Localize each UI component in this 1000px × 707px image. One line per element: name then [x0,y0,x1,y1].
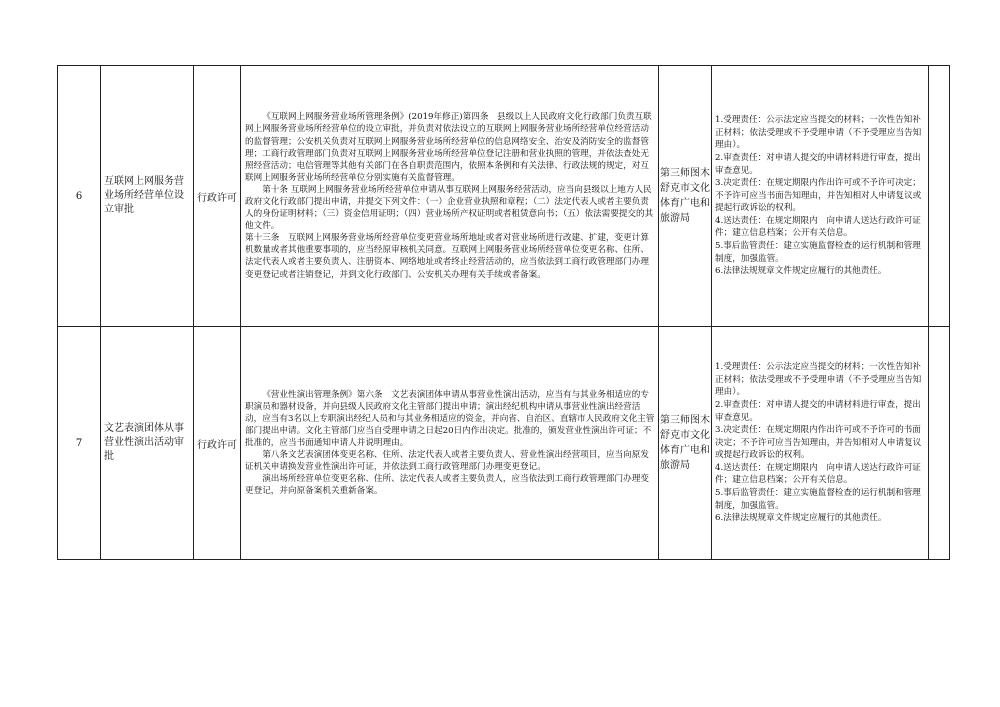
legal-basis [241,66,659,327]
basis-paragraph: 演出场所经营单位变更名称、住所、法定代表人或者主要负责人，应当依法到工商行政管理部门办理变更登记，并向原备案机关重新备案。 [245,474,649,497]
duty-item: 2.审查责任：对申请人提交的申请材料进行审查，提出审查意见。 [715,152,921,176]
responsibility-table [57,65,950,560]
duty-item: 5.事后监管责任：建立实施监督检查的运行机制和管理制度，加强监管。 [715,241,921,264]
responsibility-list [712,66,929,327]
duty-item: 3.决定责任：在规定期限内作出许可或不予许可的书面决定；不予许可应当告知理由，并告知相对人申请复议或提起行政诉讼的权利。 [715,425,922,461]
duty-item: 1.受理责任：公示法定应当提交的材料；一次性告知补正材料；依法受理或不予受理申请（不予受理应当告知理由）。 [715,115,922,151]
duty-item: 5.事后监管责任：建立实施监督检查的运行机制和管理制度，加强监管。 [715,488,921,511]
basis-paragraph: 第八条文艺表演团体变更名称、住所、法定代表人或者主要负责人、营业性演出经营项目，应当向原发证机关申请换发营业性演出许可证，并依法到工商行政管理部门办理变更登记。 [245,450,649,473]
item-type: 行政许可 [194,66,241,327]
responsibility-list [712,327,929,560]
item-name: 互联网上网服务营业场所经营单位设立审批 [101,66,194,327]
basis-paragraph: 第十三条 互联网上网服务营业场所经营单位变更营业场所地址或者对营业场所进行改建、扩建，变更计算机数量或者其他重要事项的，应当经原审核机关同意。互联网上网服务营业场所经营单位变更名称、住所、法定代表人或者主要负责人、注册资本、网络地址或者终止经营活动的，应当依法到工商行政管理部门办理变更登记或者注销登记，并到文化行政部门、公安机关办理有关手续或者备案。 [245,233,649,280]
basis-paragraph: 《营业性演出管理条例》第六条 文艺表演团体申请从事营业性演出活动，应当有与其业务相适应的专职演员和器材设备，并向县级人民政府文化主管部门提出申请；演出经纪机构申请从事营业性演出经营活动，应当有3名以上专职演出经纪人员和与其业务相适应的资金，并向省、自治区、直辖市人民政府文化主管部门提出申请。文化主管部门应当自受理申请之日起20日内作出决定。批准的，颁发营业性演出许可证；不批准的，应当书面通知申请人并说明理由。 [245,389,655,448]
basis-paragraph: 《互联网上网服务营业场所管理条例》(2019年修正)第四条 县级以上人民政府文化行政部门负责互联网上网服务营业场所经营单位的设立审批，并负责对依法设立的互联网上网服务营业场所经营单位经营活动的监督管理；公安机关负责对互联网上网服务营业场所经营单位的信息网络安全、治安及消防安全的监督管理；工商行政管理部门负责对互联网上网服务营业场所经营单位登记注册和营业执照的管理，并依法查处无照经营活动；电信管理等其他有关部门在各自职责范围内，依照本条例和有关法律、行政法规的规定，对互联网上网服务营业场所经营单位分别实施有关监督管理。 [245,112,652,183]
item-type: 行政许可 [194,327,241,560]
row-number: 7 [58,327,101,560]
duty-item: 2.审查责任：对申请人提交的申请材料进行审查，提出审查意见。 [715,399,921,423]
duty-item: 6.法律法规规章文件规定应履行的其他责任。 [715,266,887,277]
empty-cell [929,66,950,327]
empty-cell [929,327,950,560]
duty-item: 4.送达责任：在规定期限内 向申请人送达行政许可证件；建立信息档案；公开有关信息。 [715,462,921,486]
duty-item: 4.送达责任：在规定期限内 向申请人送达行政许可证件；建立信息档案；公开有关信息。 [715,215,921,239]
basis-paragraph: 第十条 互联网上网服务营业场所经营单位申请从事互联网上网服务经营活动，应当向县级以上地方人民政府文化行政部门提出申请，并提交下列文件：（一）企业营业执照和章程；（二）法定代表人或者主要负责人的身份证明材料；（三）资金信用证明；（四）营业场所产权证明或者租赁意向书；（五）依法需要提交的其他文件。 [245,184,654,232]
duty-item: 6.法律法规规章文件规定应履行的其他责任。 [715,513,887,524]
table-row [58,327,950,560]
legal-basis [241,327,659,560]
responsible-agency: 第三师图木舒克市文化体育广电和旅游局 [659,327,712,560]
item-name: 文艺表演团体从事营业性演出活动审批 [101,327,194,560]
duty-item: 3.决定责任：在规定期限内作出许可或不予许可决定；不予许可应当书面告知理由，并告知相对人申请复议或提起行政诉讼的权利。 [715,178,922,214]
table-row [58,66,950,327]
duty-item: 1.受理责任：公示法定应当提交的材料；一次性告知补正材料；依法受理或不予受理申请（不予受理应当告知理由）。 [715,362,922,398]
responsible-agency: 第三师图木舒克市文化体育广电和旅游局 [659,66,712,327]
row-number: 6 [58,66,101,327]
